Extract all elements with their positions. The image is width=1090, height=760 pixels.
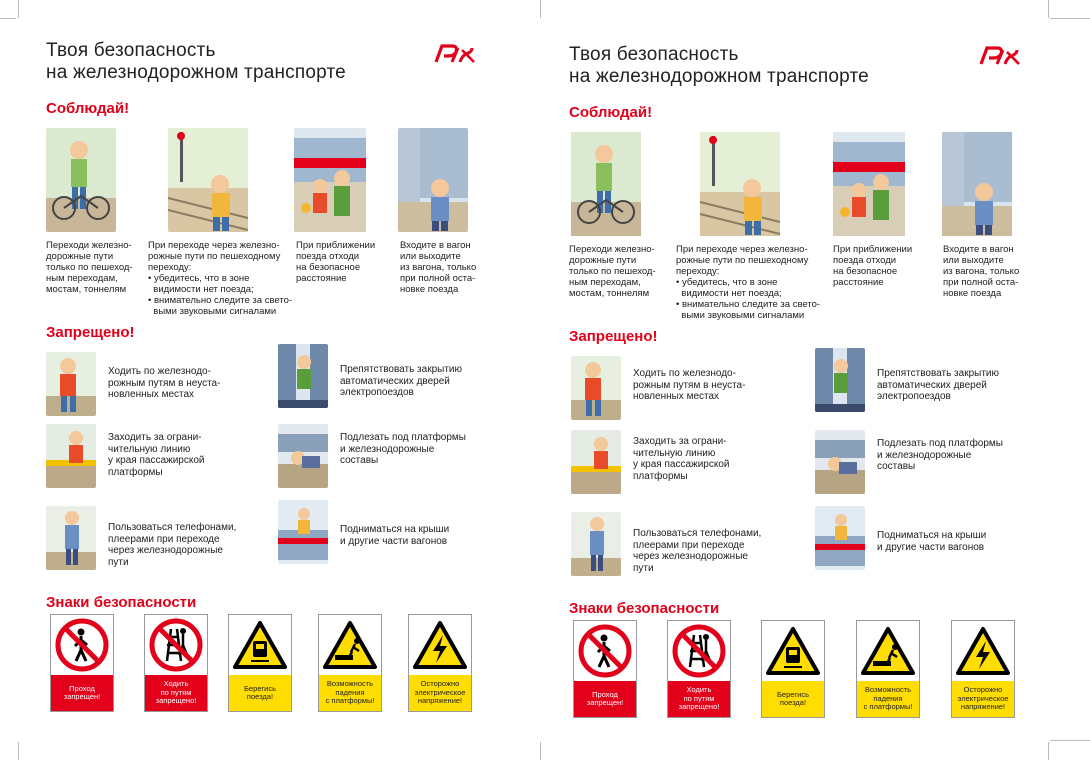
illustration-boy-train-doors: [278, 344, 328, 408]
illustration-climbing-wagon: [278, 500, 328, 564]
illustration-under-platform: [815, 430, 865, 494]
title-line-2: на железнодорожном транспорте: [46, 62, 346, 83]
crop-mark: [18, 0, 19, 18]
train-warning-icon: [762, 621, 824, 681]
sign-caption: Берегись поезда!: [243, 683, 277, 701]
observe-text: При приближении поезда отходи на безопасное расстояние: [296, 240, 376, 284]
no-pedestrian-icon: [574, 621, 636, 681]
sign-caption: Возможность падения с платформы!: [325, 679, 375, 706]
safety-sign: [856, 620, 920, 718]
prohibited-text: Препятствовать закрытию автоматических дверей электропоездов: [877, 368, 999, 402]
poster-page-1: [20, 0, 540, 760]
observe-heading: Соблюдай!: [569, 104, 653, 121]
sign-caption: Ходить по путям запрещено!: [155, 679, 197, 706]
observe-text: При переходе через железно- рожные пути по пешеходному переходу: • убедитесь, что в зоне видимости нет поезда; • внимательно следите за свето- выми звуковыми сигналами: [676, 244, 821, 321]
observe-text: При приближении поезда отходи на безопасное расстояние: [833, 244, 913, 288]
prohibited-text: Пользоваться телефонами, плеерами при переходе через железнодорожные пути: [108, 522, 237, 568]
title-line-2: на железнодорожном транспорте: [569, 66, 869, 87]
no-pedestrian-icon: [51, 615, 113, 675]
safety-sign: [761, 620, 825, 718]
sign-caption: Берегись поезда!: [776, 689, 810, 707]
sign-caption: Осторожно электрическое напряжение!: [414, 679, 466, 706]
prohibited-heading: Запрещено!: [569, 328, 658, 345]
crop-mark: [18, 742, 19, 760]
illustration-boy-crossing: [168, 128, 248, 232]
illustration-boy-bicycle: [46, 128, 116, 232]
prohibited-text: Заходить за ограни- чительную линию у края пассажирской платформы: [633, 436, 730, 482]
signs-heading: Знаки безопасности: [46, 594, 197, 611]
platform-fall-warning-icon: [857, 621, 919, 681]
illustration-boy-train-door: [398, 128, 468, 232]
safety-sign: [667, 620, 731, 718]
observe-text: Переходи железно- дорожные пути только по пешеход- ным переходам, мостам, тоннелям: [46, 240, 133, 295]
no-walking-on-tracks-icon: [668, 621, 730, 681]
poster-title: [46, 40, 346, 84]
prohibited-text: Подниматься на крыши и другие части вагонов: [877, 530, 987, 553]
title-line-1: Твоя безопасность: [569, 44, 739, 65]
crop-mark: [0, 18, 16, 19]
sign-caption: Проход запрещен!: [586, 689, 624, 707]
prohibited-text: Заходить за ограни- чительную линию у края пассажирской платформы: [108, 432, 205, 478]
safety-sign: [318, 614, 382, 712]
illustration-climbing-wagon: [815, 506, 865, 570]
prohibited-text: Ходить по железнодо- рожным путям в неуста- новленных местах: [108, 366, 221, 400]
prohibited-heading: Запрещено!: [46, 324, 135, 341]
safety-sign: [228, 614, 292, 712]
illustration-boy-bicycle: [569, 132, 643, 236]
illustration-children-train: [294, 128, 366, 232]
illustration-boy-train-door: [941, 132, 1013, 236]
crop-mark: [540, 0, 541, 18]
illustration-children-train: [831, 132, 907, 236]
observe-text: Входите в вагон или выходите из вагона, только при полной оста- новке поезда: [400, 240, 477, 295]
illustration-phone-on-tracks: [46, 506, 96, 570]
prohibited-text: Препятствовать закрытию автоматических дверей электропоездов: [340, 364, 462, 398]
title-line-1: Твоя безопасность: [46, 40, 216, 61]
signs-heading: Знаки безопасности: [569, 600, 720, 617]
platform-fall-warning-icon: [319, 615, 381, 675]
prohibited-text: Подниматься на крыши и другие части вагонов: [340, 524, 450, 547]
prohibited-text: Подлезать под платформы и железнодорожные составы: [340, 432, 466, 466]
safety-sign: [144, 614, 208, 712]
prohibited-text: Ходить по железнодо- рожным путям в неуста- новленных местах: [633, 368, 746, 402]
poster-title: [569, 44, 869, 88]
sign-caption: Осторожно электрическое напряжение!: [957, 685, 1009, 712]
illustration-platform-edge: [46, 424, 96, 488]
safety-sign: [951, 620, 1015, 718]
train-warning-icon: [229, 615, 291, 675]
sign-caption: Возможность падения с платформы!: [863, 685, 913, 712]
illustration-platform-edge: [571, 430, 621, 494]
no-walking-on-tracks-icon: [145, 615, 207, 675]
safety-sign: [50, 614, 114, 712]
safety-sign: [408, 614, 472, 712]
illustration-phone-on-tracks: [571, 512, 621, 576]
safety-sign: [573, 620, 637, 718]
rzd-logo: [977, 44, 1021, 68]
sign-caption: Проход запрещен!: [63, 683, 101, 701]
crop-mark: [540, 742, 541, 760]
illustration-boy-train-doors: [815, 348, 865, 412]
rzd-logo: [432, 42, 476, 66]
prohibited-text: Подлезать под платформы и железнодорожные составы: [877, 438, 1003, 472]
illustration-boy-crossing: [698, 132, 782, 236]
observe-text: Входите в вагон или выходите из вагона, только при полной оста- новке поезда: [943, 244, 1020, 299]
observe-text: При переходе через железно- рожные пути по пешеходному переходу: • убедитесь, что в зоне видимости нет поезда; • внимательно следите за свето- выми звуковыми сигналами: [148, 240, 293, 317]
high-voltage-icon: [409, 615, 471, 675]
illustration-under-platform: [278, 424, 328, 488]
illustration-boy-on-tracks: [571, 356, 621, 420]
sign-caption: Ходить по путям запрещено!: [678, 685, 720, 712]
observe-text: Переходи железно- дорожные пути только по пешеход- ным переходам, мостам, тоннелям: [569, 244, 656, 299]
high-voltage-icon: [952, 621, 1014, 681]
illustration-boy-on-tracks: [46, 352, 96, 416]
observe-heading: Соблюдай!: [46, 100, 130, 117]
prohibited-text: Пользоваться телефонами, плеерами при переходе через железнодорожные пути: [633, 528, 762, 574]
poster-page-2: [543, 0, 1063, 760]
